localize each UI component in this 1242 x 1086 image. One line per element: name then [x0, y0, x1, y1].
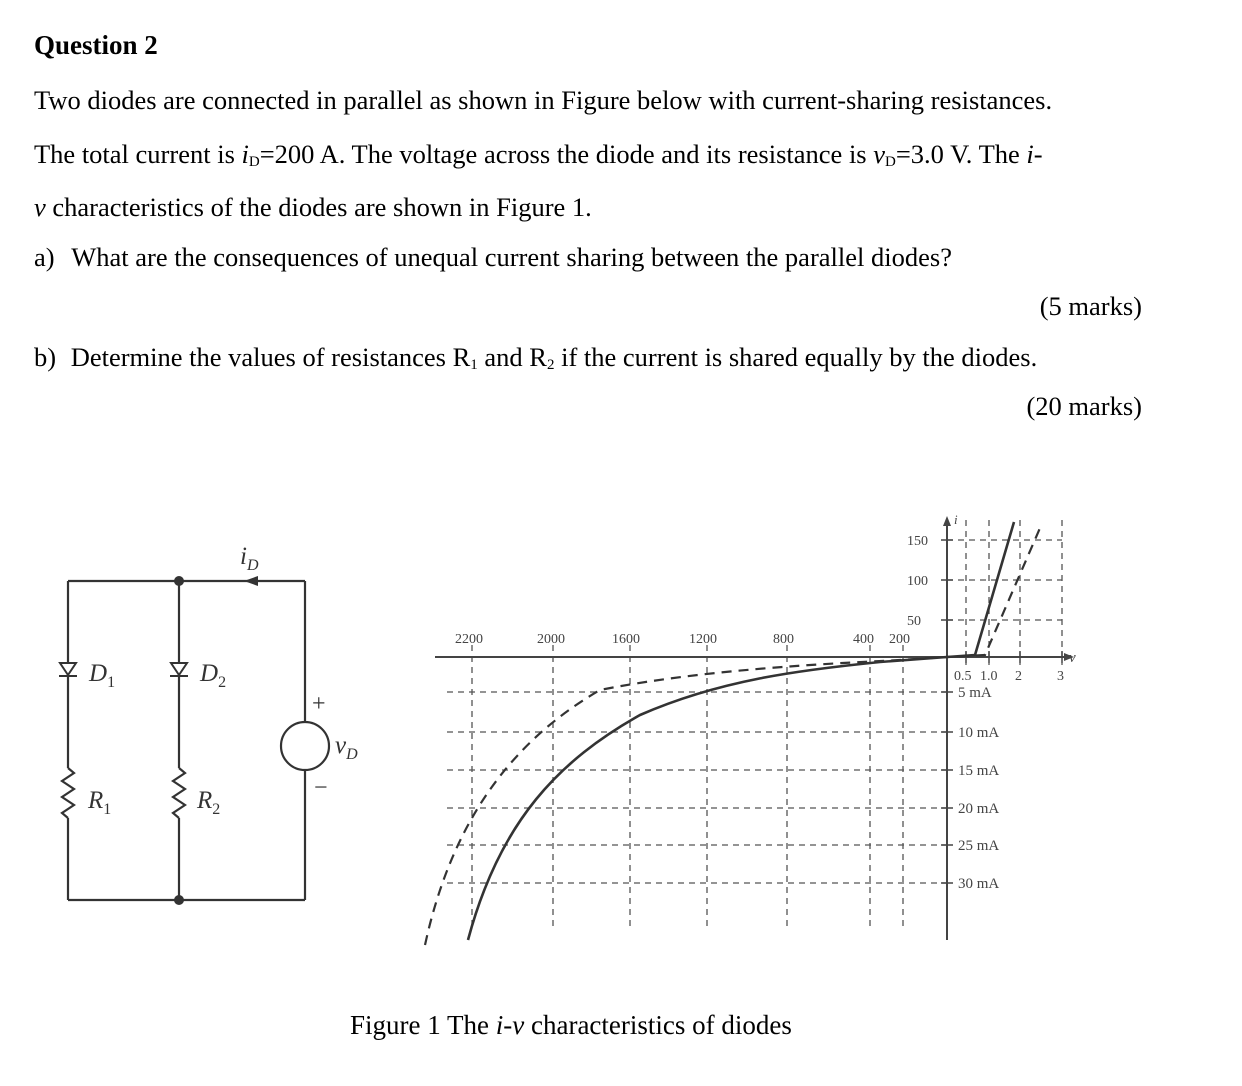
line2-i2: i — [1026, 139, 1034, 169]
line2-text-d: - — [1033, 139, 1043, 169]
forward-voltage-tick-label: 3 — [1057, 669, 1064, 684]
question-line-3 — [34, 191, 592, 223]
reverse-current-tick-label: 25 mA — [958, 838, 1000, 854]
line3-text: characteristics of the diodes are shown in Figure 1. — [45, 192, 592, 222]
current-label: $i_D$ — [240, 543, 259, 574]
reverse-current-tick-label: 20 mA — [958, 801, 1000, 817]
part-b-sub1: 1 — [470, 357, 478, 373]
line2-i: i — [241, 139, 249, 169]
part-b-text-2: and R — [477, 342, 547, 372]
line2-v: v — [873, 139, 886, 169]
diode-d1-symbol — [59, 663, 77, 676]
plus-sign: + — [312, 691, 326, 717]
v-axis-label: v — [1069, 650, 1076, 666]
reverse-current-tick-label: 10 mA — [958, 725, 1000, 741]
parallel-diode-circuit — [62, 581, 329, 900]
reverse-voltage-tick-label: 2200 — [455, 632, 483, 647]
forward-current-tick-label: 50 — [907, 614, 921, 629]
junction-top — [174, 576, 184, 586]
reverse-current-tick-label: 15 mA — [958, 763, 1000, 779]
reverse-voltage-tick-label: 800 — [773, 632, 794, 647]
question-title: Question 2 — [34, 30, 158, 60]
line1-text: Two diodes are connected in parallel as shown in Figure below with current-sharing resistances. — [34, 85, 1053, 115]
chart-grid — [447, 520, 1062, 928]
part-b-text — [71, 342, 1038, 372]
line2-v-sub: D — [885, 154, 896, 170]
forward-voltage-tick-label: 0.5 — [954, 669, 972, 684]
caption-prefix: Figure 1 The — [350, 1010, 496, 1040]
caption-dash: - — [503, 1010, 513, 1040]
line2-text-a: The total current is — [34, 139, 242, 169]
line2-text-b: =200 A. The voltage across the diode and its resistance is — [259, 139, 874, 169]
i-axis-label: i — [954, 512, 958, 527]
diode-d2-symbol — [170, 663, 188, 676]
r1-label: $R_1$ — [88, 787, 112, 818]
line3-v: v — [34, 192, 46, 222]
chart-labels — [455, 534, 1064, 892]
caption-v: v — [512, 1010, 525, 1040]
forward-current-tick-label: 100 — [907, 574, 928, 589]
part-b-label: b) — [34, 342, 57, 372]
reverse-voltage-tick-label: 1600 — [612, 632, 640, 647]
r2-label: $R_2$ — [197, 787, 221, 818]
reverse-voltage-tick-label: 200 — [889, 632, 910, 647]
figure-caption — [350, 1010, 792, 1041]
part-b-text-1: Determine the values of resistances R — [70, 342, 471, 372]
caption-suffix: characteristics of diodes — [524, 1010, 792, 1040]
forward-current-tick-label: 150 — [907, 534, 928, 549]
caption-i: i — [495, 1010, 504, 1040]
forward-voltage-tick-label: 2 — [1015, 669, 1022, 684]
part-a-text: What are the consequences of unequal current sharing between the parallel diodes? — [71, 242, 952, 272]
forward-voltage-tick-label: 1.0 — [980, 669, 998, 684]
question-line-2 — [34, 138, 1043, 178]
part-a-marks: (5 marks) — [1039, 291, 1142, 321]
d2-label: $D_2$ — [200, 660, 227, 691]
reverse-voltage-tick-label: 1200 — [689, 632, 717, 647]
minus-sign: − — [314, 775, 328, 801]
vd-label: $v_D$ — [335, 732, 358, 763]
reverse-voltage-tick-label: 2000 — [537, 632, 565, 647]
d1-label: $D_1$ — [89, 660, 116, 691]
line2-i-sub: D — [248, 154, 260, 170]
reverse-current-tick-label: 30 mA — [958, 876, 1000, 892]
reverse-voltage-tick-label: 400 — [853, 632, 874, 647]
curve-diode-solid — [468, 522, 1014, 940]
question-line-1 — [34, 84, 1052, 116]
line2-text-c: =3.0 V. The — [895, 139, 1027, 169]
part-a-label: a) — [34, 242, 55, 272]
current-arrow-icon — [244, 576, 258, 586]
part-b-sub2: 2 — [546, 357, 555, 373]
part-b — [34, 341, 1037, 381]
part-b-text-3: if the current is shared equally by the diodes. — [554, 342, 1038, 372]
figure-area — [0, 470, 1242, 950]
junction-bottom — [174, 895, 184, 905]
part-a — [34, 241, 952, 273]
reverse-current-tick-label: 5 mA — [958, 685, 992, 701]
i-axis-arrow-icon — [943, 516, 951, 526]
part-b-marks: (20 marks) — [1026, 391, 1142, 421]
